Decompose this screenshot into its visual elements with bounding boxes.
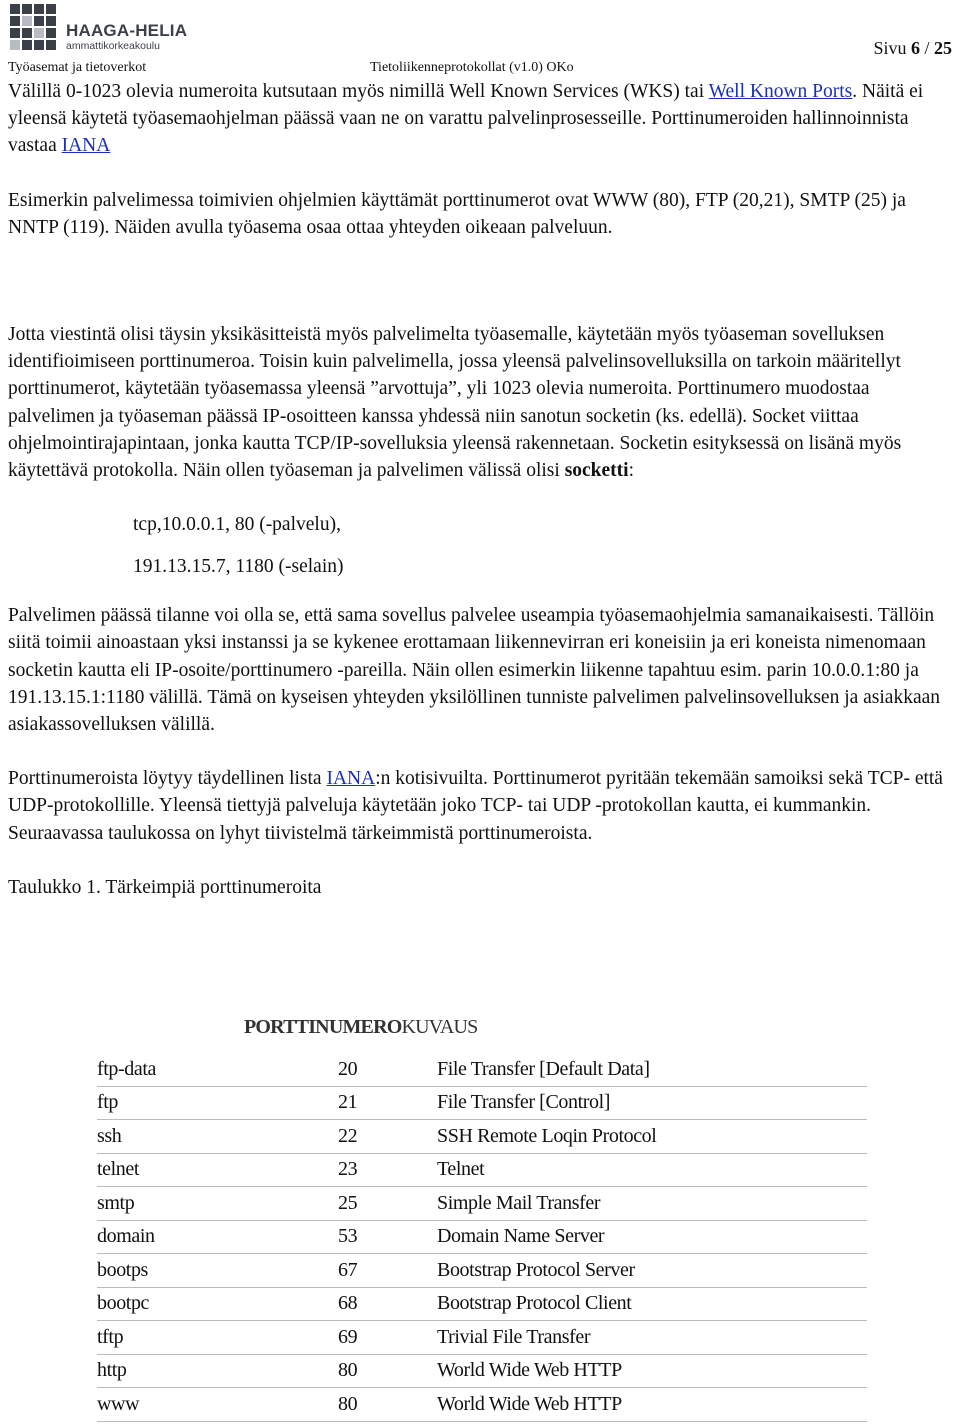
paragraph-server-ports: Esimerkin palvelimessa toimivien ohjelmien käyttämät porttinumerot ovat WWW (80), FTP (20,21), SMTP (25) ja NNTP (119). Näiden avulla työasema osaa ottaa yhteyden oikeaan palveluun.: [8, 189, 906, 238]
page-total: 25: [934, 38, 952, 58]
service-description: SSH Remote Loqin Protocol: [437, 1120, 867, 1154]
haaga-helia-logo: [8, 2, 187, 54]
service-name: domain: [97, 1220, 333, 1254]
header-course: Työasemat ja tietoverkot: [8, 60, 147, 75]
service-name: www: [97, 1388, 333, 1422]
iana-home-link[interactable]: IANA: [326, 768, 376, 790]
service-description: File Transfer [Default Data]: [437, 1053, 867, 1086]
header-port: PORTTINUMERO: [244, 1016, 402, 1038]
paragraph-socket: Jotta viestintä olisi täysin yksikäsitteistä myös palvelimelta työasemalle, käytetään myös työaseman sovelluksen identifioimiseen porttinumeroa. Toisin kuin palvelimella, jossa yleensä palvelinsovelluksilla on tarkoin määritellyt porttinumerot, käytetään työasemassa yleensä ”arvottuja”, yli 1023 olevia numeroita. Porttinumero muodostaa palvelimen ja työaseman päässä IP-osoitteen kanssa yhdessä niin sanotun socketin (ks. edellä). Socket viittaa ohjelmointirajapintaan, jonka kautta TCP/IP-sovelluksia yleensä rakennetaan. Socketin esityksessä on lisänä myös käytettävä protokolla. Näin ollen työaseman ja palvelimen välissä olisi socketti:: [8, 324, 902, 482]
service-name: bootps: [97, 1254, 333, 1288]
paragraph-wks: Välillä 0-1023 olevia numeroita kutsutaan myös nimillä Well Known Services (WKS) tai Well Known Ports. Näitä ei yleensä käytetä työasemaohjelman päässä vaan ne on varattu palvelinprosesseille. Porttinumeroiden hallinnoinnista vastaa IANA: [8, 81, 924, 157]
service-name: ftp: [97, 1086, 333, 1120]
paragraph-iana-list: Porttinumeroista löytyy täydellinen lista IANA:n kotisivuilta. Porttinumerot pyritään tekemään samoiksi sekä TCP- että UDP-protokollille. Yleensä tiettyjä palveluja käytetään joko TCP- tai UDP -protokollan kautta, ei kummankin. Seuraavassa taulukossa on lyhyt tiivistelmä tärkeimmistä porttinumeroista.: [8, 768, 943, 844]
service-name: tftp: [97, 1321, 333, 1355]
page-header: [0, 0, 960, 80]
port-number: 20: [333, 1053, 437, 1086]
port-number: 25: [333, 1187, 437, 1221]
service-name: bootpc: [97, 1287, 333, 1321]
port-number: 80: [333, 1354, 437, 1388]
table-row: [97, 1220, 867, 1254]
service-name: ftp-data: [97, 1053, 333, 1086]
service-description: Domain Name Server: [437, 1220, 867, 1254]
header-description: KUVAUS: [401, 1016, 478, 1038]
table-row: [97, 1053, 867, 1086]
table-row: [97, 1086, 867, 1120]
socket-term: socketti: [564, 460, 629, 482]
iana-link[interactable]: IANA: [61, 135, 111, 157]
table-row: [97, 1187, 867, 1221]
table-row: [97, 1254, 867, 1288]
ports-table: [97, 1053, 867, 1422]
document-body: [8, 78, 953, 901]
service-description: Simple Mail Transfer: [437, 1187, 867, 1221]
table-row: [97, 1388, 867, 1422]
page-current: 6: [910, 38, 920, 58]
service-description: File Transfer [Control]: [437, 1086, 867, 1120]
port-number: 22: [333, 1120, 437, 1154]
table-row: [97, 1321, 867, 1355]
well-known-ports-link[interactable]: Well Known Ports: [708, 81, 853, 102]
page-number: Sivu 6 / 25: [873, 38, 952, 58]
table-caption: Taulukko 1. Tärkeimpiä porttinumeroita: [8, 876, 322, 898]
service-name: ssh: [97, 1120, 333, 1154]
service-name: telnet: [97, 1153, 333, 1187]
port-number: 69: [333, 1321, 437, 1355]
port-number: 67: [333, 1254, 437, 1288]
port-number: 53: [333, 1220, 437, 1254]
table-row: [97, 1354, 867, 1388]
port-number: 21: [333, 1086, 437, 1120]
service-description: World Wide Web HTTP: [437, 1354, 867, 1388]
service-description: Trivial File Transfer: [437, 1321, 867, 1355]
service-name: http: [97, 1354, 333, 1388]
service-description: World Wide Web HTTP: [437, 1388, 867, 1422]
table-header: [244, 1016, 477, 1039]
paragraph-instances: Palvelimen päässä tilanne voi olla se, että sama sovellus palvelee useampia työasemaohjelmia samanaikaisesti. Tällöin siitä toimii ainoastaan yksi instanssi ja se kykenee erottamaan liikennevirran eri koneisiin ja eri koneista nimenomaan socketin kautta eli IP-osoite/porttinumero -pareilla. Näin ollen esimerkin liikenne tapahtuu esim. parin 10.0.0.1:80 ja 191.13.15.1:1180 välillä. Tämä on kyseisen yhteyden yksilöllinen tunniste palvelimen palvelinsovelluksen ja asiakkaan asiakassovelluksen välillä.: [8, 605, 941, 736]
header-document-title: Tietoliikenneprotokollat (v1.0) OKo: [370, 60, 574, 75]
port-number: 80: [333, 1388, 437, 1422]
port-number: 23: [333, 1153, 437, 1187]
port-number: 68: [333, 1287, 437, 1321]
service-description: Bootstrap Protocol Client: [437, 1287, 867, 1321]
socket-line-client: 191.13.15.7, 1180 (-selain): [133, 556, 344, 578]
logo-name: HAAGA-HELIA: [66, 21, 188, 40]
service-description: Bootstrap Protocol Server: [437, 1254, 867, 1288]
logo-mark-icon: [8, 2, 60, 54]
table-row: [97, 1153, 867, 1187]
table-row: [97, 1287, 867, 1321]
table-row: [97, 1120, 867, 1154]
socket-line-server: tcp,10.0.0.1, 80 (-palvelu),: [133, 514, 341, 536]
service-description: Telnet: [437, 1153, 867, 1187]
service-name: smtp: [97, 1187, 333, 1221]
logo-subtitle: ammattikorkeakoulu: [66, 40, 160, 52]
